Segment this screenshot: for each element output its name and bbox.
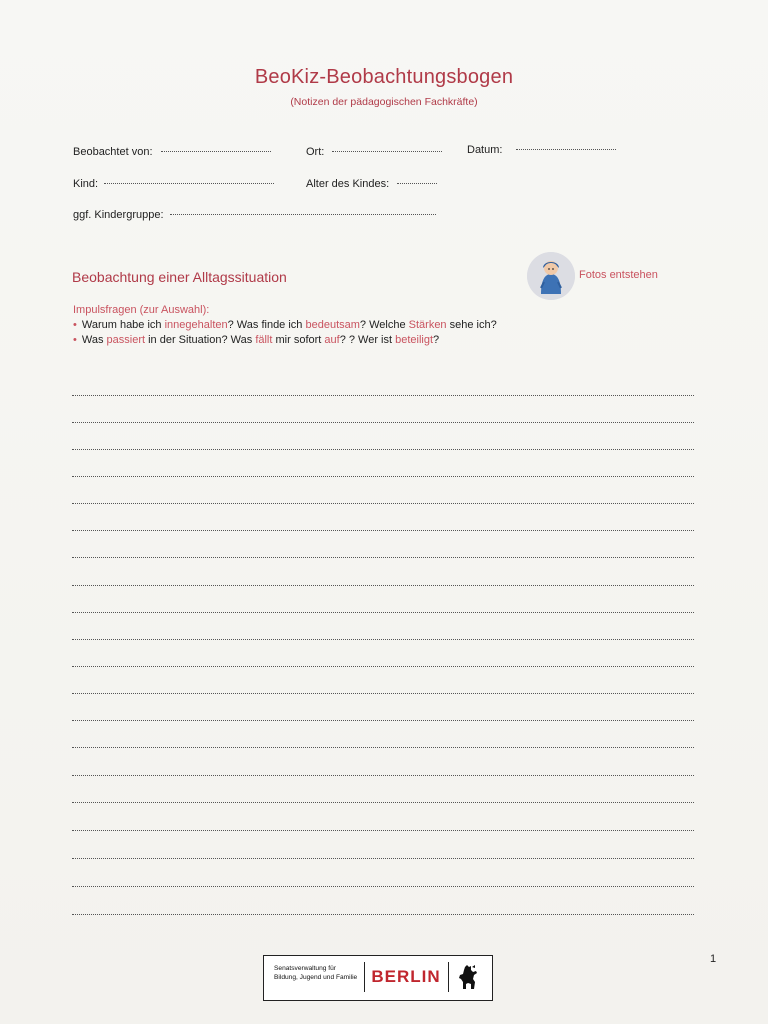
- page-number: 1: [710, 953, 717, 965]
- writing-line[interactable]: [72, 449, 694, 450]
- logo-divider: [364, 962, 365, 992]
- writing-line[interactable]: [72, 422, 694, 423]
- page-title: BeoKiz-Beobachtungsbogen: [254, 66, 514, 88]
- q1-text-4: sehe ich?: [446, 319, 497, 331]
- q1-highlight-1: innegehalten: [164, 319, 228, 331]
- place-field[interactable]: [306, 146, 442, 158]
- writing-line[interactable]: [72, 858, 694, 859]
- child-photo-icon: [527, 252, 575, 300]
- bullet-icon: •: [73, 334, 77, 346]
- section-title: Beobachtung einer Alltagssituation: [72, 269, 287, 285]
- writing-line[interactable]: [72, 585, 694, 586]
- observed-by-line[interactable]: [161, 150, 271, 152]
- writing-line[interactable]: [72, 830, 694, 831]
- writing-line[interactable]: [72, 503, 694, 504]
- observed-by-label: Beobachtet von:: [73, 146, 153, 158]
- q1-text-1: Warum habe ich: [81, 319, 165, 331]
- age-label: Alter des Kindes:: [306, 178, 390, 190]
- writing-line[interactable]: [72, 395, 694, 396]
- writing-line[interactable]: [72, 775, 694, 776]
- date-label: Datum:: [467, 144, 503, 156]
- q1-highlight-2: bedeutsam: [305, 319, 360, 331]
- page-subtitle: (Notizen der pädagogischen Fachkräfte): [290, 96, 478, 108]
- writing-line[interactable]: [72, 886, 694, 887]
- q1-text-2: ? Was finde ich: [227, 319, 306, 331]
- q2-text-4: ? ? Wer ist: [339, 334, 396, 346]
- writing-line[interactable]: [72, 802, 694, 803]
- child-line[interactable]: [104, 182, 274, 184]
- place-line[interactable]: [332, 150, 442, 152]
- writing-line[interactable]: [72, 639, 694, 640]
- impulse-question-1: [73, 319, 497, 331]
- q2-highlight-4: beteiligt: [395, 334, 434, 346]
- writing-line[interactable]: [72, 557, 694, 558]
- q1-text-3: ? Welche: [359, 319, 409, 331]
- q2-highlight-1: passiert: [106, 334, 146, 346]
- date-line[interactable]: [516, 148, 616, 150]
- impulse-title: Impulsfragen (zur Auswahl):: [73, 304, 210, 316]
- child-label: Kind:: [73, 178, 99, 190]
- observed-by-field[interactable]: [73, 146, 271, 158]
- q1-highlight-3: Stärken: [408, 319, 447, 331]
- photo-badge-label: Fotos entstehen: [579, 269, 658, 281]
- q2-text-5: ?: [433, 334, 440, 346]
- q2-text-1: Was: [81, 334, 107, 346]
- writing-line[interactable]: [72, 666, 694, 667]
- q2-text-3: mir sofort: [272, 334, 325, 346]
- department-name: Senatsverwaltung für Bildung, Jugend und Familie: [274, 965, 358, 981]
- child-field[interactable]: [73, 178, 274, 190]
- writing-line[interactable]: [72, 612, 694, 613]
- age-field[interactable]: [306, 178, 437, 190]
- writing-line[interactable]: [72, 914, 694, 915]
- place-label: Ort:: [306, 146, 325, 158]
- berlin-logo: [263, 955, 493, 1001]
- writing-line[interactable]: [72, 476, 694, 477]
- q2-text-2: in der Situation? Was: [145, 334, 256, 346]
- berlin-bear-icon: [456, 964, 480, 992]
- berlin-wordmark: BERLIN: [371, 967, 441, 986]
- logo-divider: [448, 962, 449, 992]
- q2-highlight-3: auf: [324, 334, 340, 346]
- writing-line[interactable]: [72, 693, 694, 694]
- impulse-question-2: [73, 334, 439, 346]
- date-field[interactable]: [467, 144, 616, 156]
- bullet-icon: •: [73, 319, 77, 331]
- q2-highlight-2: fällt: [255, 334, 273, 346]
- writing-line[interactable]: [72, 530, 694, 531]
- writing-line[interactable]: [72, 747, 694, 748]
- group-field[interactable]: [73, 209, 436, 221]
- writing-line[interactable]: [72, 720, 694, 721]
- group-label: ggf. Kindergruppe:: [73, 209, 164, 221]
- age-line[interactable]: [397, 182, 437, 184]
- group-line[interactable]: [170, 213, 436, 215]
